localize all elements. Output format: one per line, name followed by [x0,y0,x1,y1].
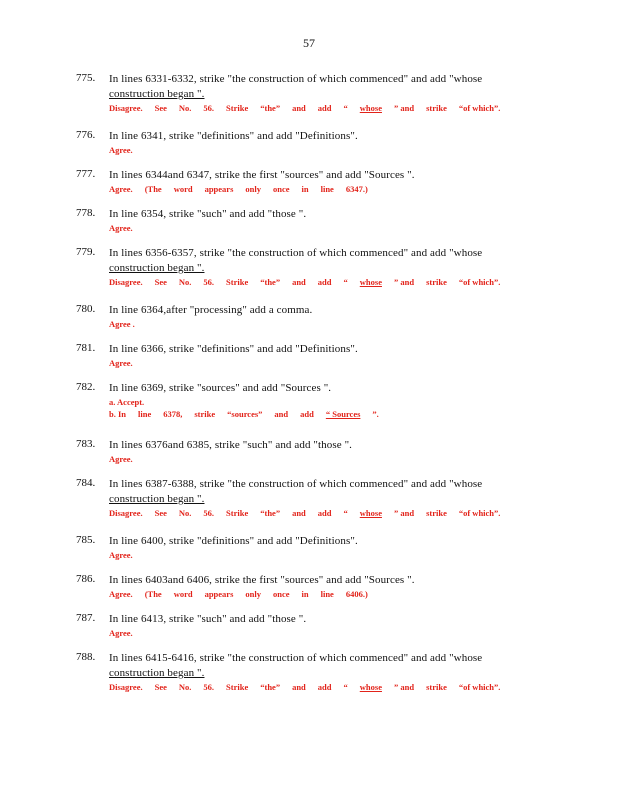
item-response: a. Accept. [109,397,145,407]
item-body [109,573,509,600]
item-response: Agree. [109,628,133,638]
comment-item [0,203,618,242]
response-word: strike [194,409,216,419]
response-word: add [300,409,314,419]
response-word: add [317,508,332,518]
comment-list [0,68,618,704]
item-response: Agree. [109,550,133,560]
response-word: whose [359,277,382,287]
comment-item [0,434,618,473]
item-number: 779. [76,246,96,258]
item-response: Agree. [109,223,133,233]
response-word: Agree. [109,184,133,194]
comment-item [0,473,618,530]
item-number: 788. [76,651,96,663]
item-number: 777. [76,168,96,180]
response-word: “the” [260,508,281,518]
item-body [109,651,509,693]
response-word: “ [343,103,348,113]
item-number: 783. [76,438,96,450]
response-word: line [138,409,152,419]
response-word: line [320,589,334,599]
item-number: 781. [76,342,96,354]
item-request-line: In lines 6376and 6385, strike "such" and add "those ". [109,439,353,451]
response-word: Strike [226,682,249,692]
response-word: appears [204,589,234,599]
response-word: Strike [226,103,249,113]
response-word: 56. [203,277,215,287]
comment-item [0,377,618,434]
response-word: See [154,682,167,692]
response-word: add [317,682,332,692]
response-word: “ [343,277,348,287]
item-request-line: In line 6366, strike "definitions" and add "Definitions". [109,343,358,355]
item-request-line: In line 6341, strike "definitions" and add "Definitions". [109,130,358,142]
item-body [109,207,509,234]
item-request-line: In lines 6331-6332, strike "the construction of which commenced" and add "whose [109,73,483,85]
response-word: only [245,184,261,194]
response-word: Disagree. [109,682,143,692]
comment-item [0,242,618,299]
item-request-line: In lines 6403and 6406, strike the first "sources" and add "Sources ". [109,574,415,586]
item-request-line: In line 6413, strike "such" and add "those ". [109,613,307,625]
page-number: 57 [303,36,315,50]
item-response: Agree. [109,454,133,464]
response-word: line [320,184,334,194]
response-word: (The [144,184,162,194]
response-word: No. [178,682,192,692]
item-response [109,588,509,600]
response-word: No. [178,103,192,113]
response-word: Agree. [109,589,133,599]
item-body [109,612,509,639]
response-word: “ Sources [325,409,361,419]
response-word: “of which”. [458,508,501,518]
item-response: Agree . [109,319,135,329]
item-response [109,102,509,114]
response-word: ”. [372,409,379,419]
response-word: b. In [109,409,127,419]
item-number: 787. [76,612,96,624]
comment-item [0,299,618,338]
comment-item [0,608,618,647]
response-word: No. [178,508,192,518]
response-word: “the” [260,682,281,692]
response-word: (The [144,589,162,599]
item-request-line: In lines 6356-6357, strike "the construction of which commenced" and add "whose [109,247,483,259]
response-word: only [245,589,261,599]
item-body [109,381,509,420]
item-number: 782. [76,381,96,393]
item-number: 786. [76,573,96,585]
response-word: See [154,508,167,518]
response-word: in [301,184,309,194]
response-word: 56. [203,508,215,518]
item-number: 785. [76,534,96,546]
item-body [109,72,509,114]
item-body [109,438,509,465]
item-request-line: In line 6369, strike "sources" and add "Sources ". [109,382,332,394]
response-word: 56. [203,103,215,113]
item-request-line: construction began ". [109,262,205,274]
response-word: “the” [260,103,281,113]
item-request-line: In lines 6415-6416, strike "the construction of which commenced" and add "whose [109,652,483,664]
response-word: strike [426,103,447,113]
item-body [109,477,509,519]
response-word: word [173,184,193,194]
item-number: 784. [76,477,96,489]
item-body [109,342,509,369]
item-number: 775. [76,72,96,84]
response-word: ” and [393,682,415,692]
item-request-line: construction began ". [109,88,205,100]
response-word: Disagree. [109,508,143,518]
response-word: appears [204,184,234,194]
response-word: strike [426,508,447,518]
response-word: 56. [203,682,215,692]
item-number: 778. [76,207,96,219]
response-word: “ [343,508,348,518]
response-word: and [292,277,306,287]
item-response [109,276,509,288]
response-word: once [272,589,290,599]
response-word: 6406.) [345,589,368,599]
item-body [109,129,509,156]
comment-item [0,164,618,203]
response-word: add [317,103,332,113]
response-word: ” and [393,508,415,518]
response-word: “ [343,682,348,692]
response-word: whose [359,682,382,692]
comment-item [0,530,618,569]
item-response: Agree. [109,145,133,155]
response-word: Disagree. [109,277,143,287]
item-response: Agree. [109,358,133,368]
response-word: “sources” [227,409,263,419]
response-word: once [272,184,290,194]
response-word: ” and [393,277,415,287]
response-word: and [292,103,306,113]
response-word: whose [359,508,382,518]
item-request-line: In lines 6387-6388, strike "the construction of which commenced" and add "whose [109,478,483,490]
response-word: “of which”. [458,103,501,113]
response-word: Strike [226,508,249,518]
item-response [109,408,509,420]
response-word: “the” [260,277,281,287]
item-request-line: In line 6354, strike "such" and add "those ". [109,208,307,220]
item-body [109,534,509,561]
comment-item [0,338,618,377]
comment-item [0,647,618,704]
item-request-line: In line 6400, strike "definitions" and add "Definitions". [109,535,358,547]
item-request-line: In lines 6344and 6347, strike the first "sources" and add "Sources ". [109,169,415,181]
item-body [109,246,509,288]
item-request-line: In line 6364,after "processing" add a comma. [109,304,313,316]
comment-item [0,569,618,608]
response-word: strike [426,682,447,692]
response-word: No. [178,277,192,287]
response-word: 6347.) [345,184,368,194]
comment-item [0,125,618,164]
item-number: 780. [76,303,96,315]
response-word: Disagree. [109,103,143,113]
item-body [109,303,509,330]
item-request-line: construction began ". [109,493,205,505]
response-word: and [292,682,306,692]
response-word: Strike [226,277,249,287]
comment-item [0,68,618,125]
response-word: and [274,409,289,419]
response-word: whose [359,103,382,113]
response-word: See [154,103,167,113]
item-body [109,168,509,195]
response-word: “of which”. [458,277,501,287]
response-word: and [292,508,306,518]
response-word: word [173,589,193,599]
response-word: strike [426,277,447,287]
response-word: See [154,277,167,287]
response-word: add [317,277,332,287]
response-word: ” and [393,103,415,113]
item-response [109,681,509,693]
item-request-line: construction began ". [109,667,205,679]
response-word: in [301,589,309,599]
item-response [109,507,509,519]
response-word: 6378, [163,409,183,419]
item-number: 776. [76,129,96,141]
response-word: “of which”. [458,682,501,692]
item-response [109,183,509,195]
